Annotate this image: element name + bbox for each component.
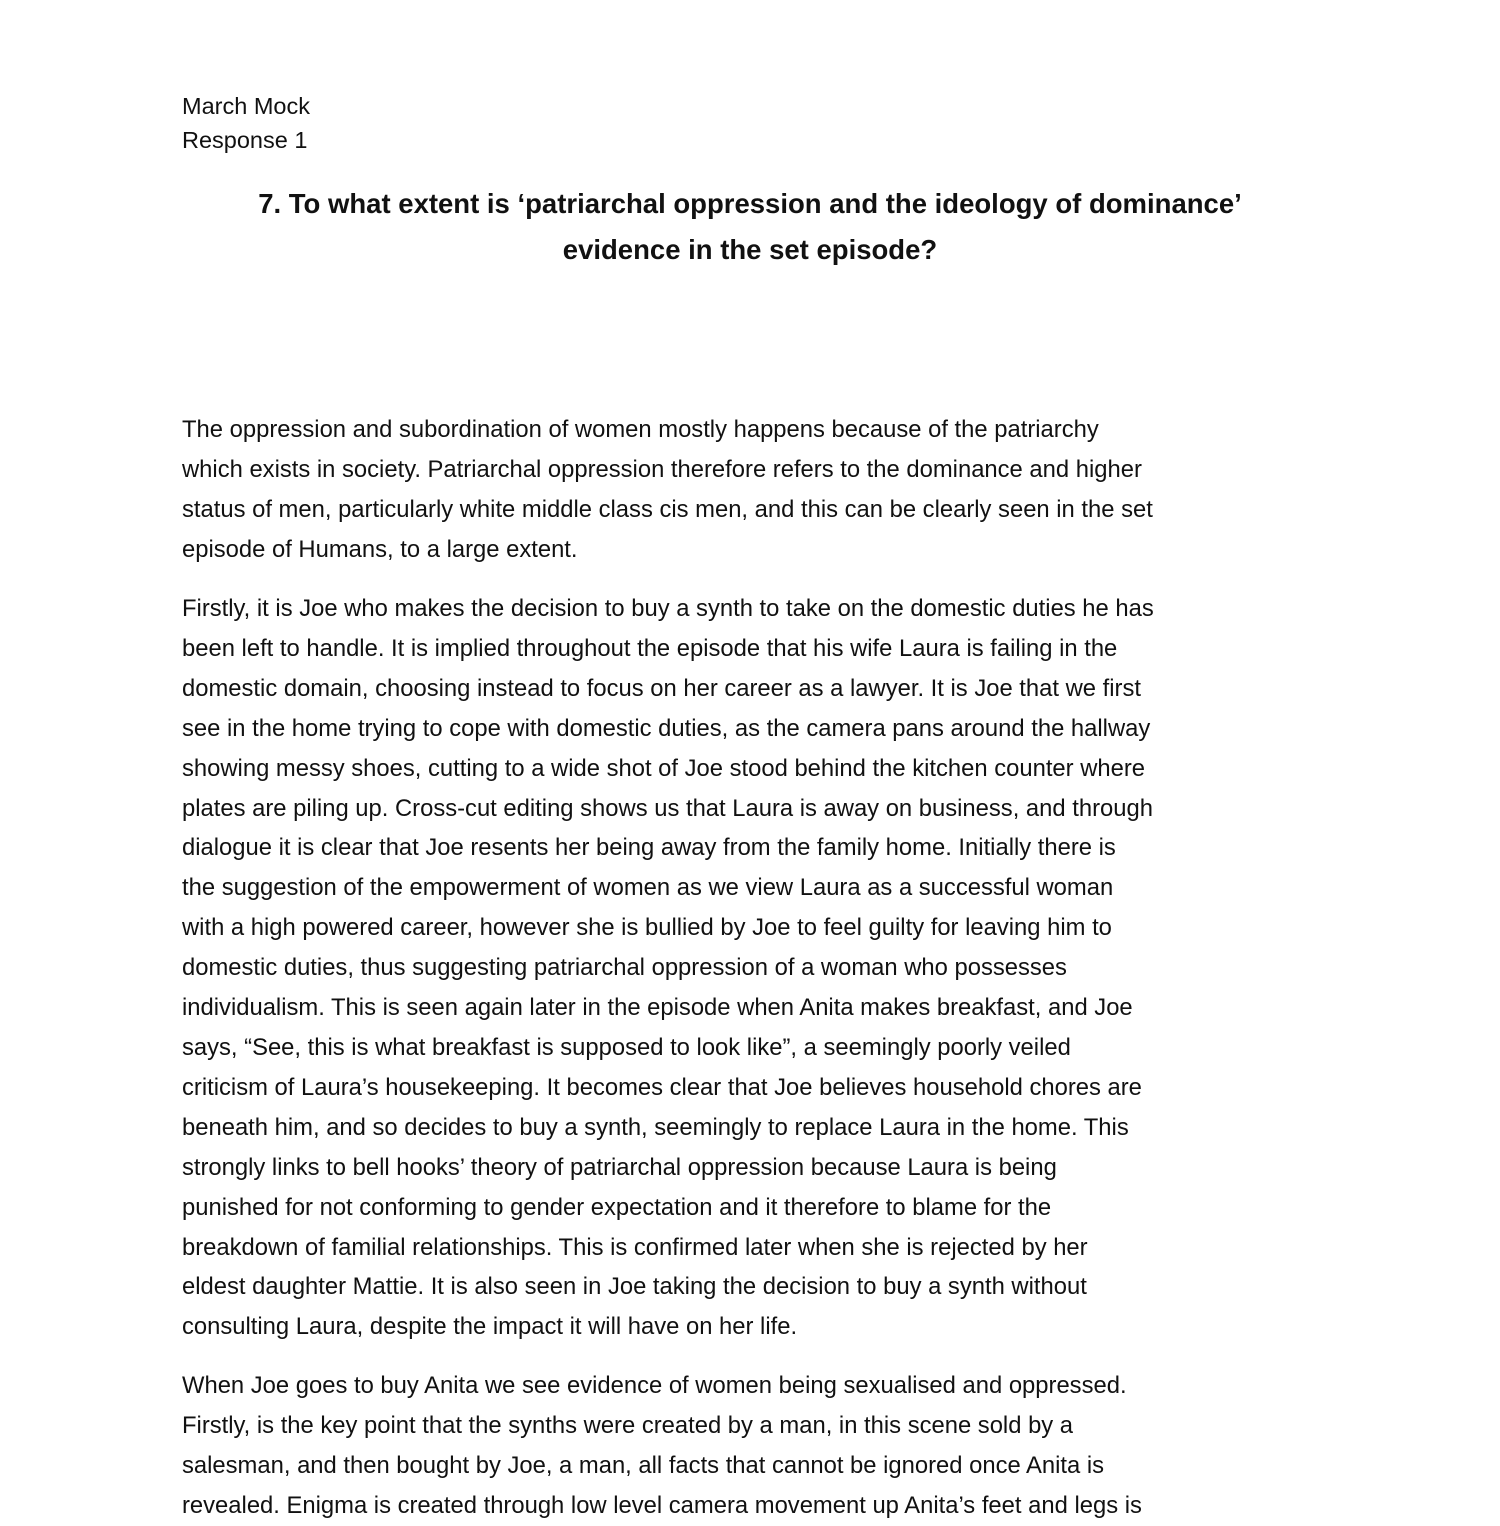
paragraph-line: beneath him, and so decides to buy a synth, seemingly to replace Laura in the home. This (182, 1113, 1129, 1141)
paragraph-line: When Joe goes to buy Anita we see evidence of women being sexualised and oppressed. (182, 1372, 1127, 1399)
paragraph-line: domestic duties, thus suggesting patriarchal oppression of a woman who possesses (182, 954, 1067, 982)
paragraph-line: showing messy shoes, cutting to a wide shot of Joe stood behind the kitchen counter where (182, 754, 1146, 782)
paragraph-line: revealed. Enigma is created through low level camera movement up Anita’s feet and legs is (182, 1491, 1142, 1519)
paragraph-line: breakdown of familial relationships. This is confirmed later when she is rejected by her (182, 1233, 1088, 1261)
title-line: evidence in the set episode? (562, 234, 938, 265)
paragraph-line: eldest daughter Mattie. It is also seen in Joe taking the decision to buy a synth without (182, 1273, 1087, 1301)
paragraph-line: domestic domain, choosing instead to focus on her career as a lawyer. It is Joe that we first (182, 674, 1141, 702)
document-label: March Mock (182, 93, 310, 119)
paragraph-line: criticism of Laura’s housekeeping. It becomes clear that Joe believes household chores are (182, 1073, 1142, 1101)
paragraph-line: plates are piling up. Cross-cut editing shows us that Laura is away on business, and through (182, 794, 1153, 822)
paragraph-line: punished for not conforming to gender expectation and it therefore to blame for the (182, 1193, 1052, 1221)
response-label: Response 1 (182, 127, 308, 153)
title-line: 7. To what extent is ‘patriarchal oppression and the ideology of dominance’ (258, 188, 1242, 219)
paragraph-intro (182, 410, 1153, 570)
paragraph-line: salesman, and then bought by Joe, a man, all facts that cannot be ignored once Anita is (182, 1451, 1105, 1479)
paragraph-line: which exists in society. Patriarchal oppression therefore refers to the dominance and higher (182, 455, 1142, 483)
paragraph-joe-decision (182, 589, 1154, 1347)
paragraph-line: episode of Humans, to a large extent. (182, 535, 578, 563)
paragraph-line: with a high powered career, however she is bullied by Joe to feel guilty for leaving him to (182, 914, 1112, 942)
paragraph-line: Firstly, it is Joe who makes the decision to buy a synth to take on the domestic duties he has (182, 595, 1154, 622)
paragraph-buying-anita (182, 1366, 1142, 1526)
paragraph-line: see in the home trying to cope with domestic duties, as the camera pans around the hallway (182, 714, 1151, 742)
paragraph-line: status of men, particularly white middle class cis men, and this can be clearly seen in the set (182, 495, 1153, 523)
paragraph-line: strongly links to bell hooks’ theory of patriarchal oppression because Laura is being (182, 1153, 1057, 1181)
paragraph-line: dialogue it is clear that Joe resents her being away from the family home. Initially there is (182, 834, 1116, 862)
paragraph-line: been left to handle. It is implied throughout the episode that his wife Laura is failing in the (182, 634, 1118, 662)
paragraph-line: individualism. This is seen again later in the episode when Anita makes breakfast, and Joe (182, 994, 1133, 1022)
paragraph-line: consulting Laura, despite the impact it will have on her life. (182, 1313, 798, 1341)
paragraph-line: The oppression and subordination of women mostly happens because of the patriarchy (182, 416, 1099, 443)
paragraph-line: the suggestion of the empowerment of women as we view Laura as a successful woman (182, 874, 1114, 902)
paragraph-line: Firstly, is the key point that the synths were created by a man, in this scene sold by a (182, 1411, 1074, 1439)
paragraph-line: says, “See, this is what breakfast is supposed to look like”, a seemingly poorly veiled (182, 1033, 1071, 1061)
question-title (0, 181, 1500, 273)
